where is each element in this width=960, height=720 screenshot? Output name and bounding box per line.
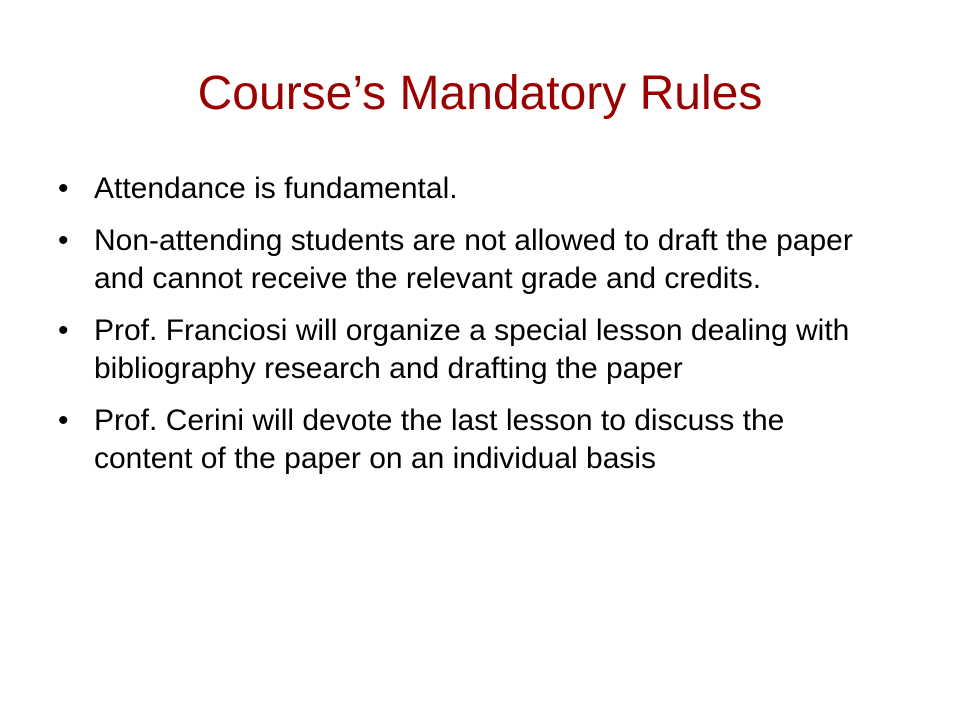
bullet-icon: • bbox=[58, 224, 69, 257]
slide-title: Course’s Mandatory Rules bbox=[197, 67, 763, 120]
bullet-text: Attendance is fundamental. bbox=[94, 172, 458, 205]
bullet-item-franciosi bbox=[58, 312, 878, 388]
bullet-icon: • bbox=[58, 314, 69, 347]
bullet-icon: • bbox=[58, 172, 69, 205]
bullet-item-attendance bbox=[58, 170, 878, 208]
bullet-text: Non-attending students are not allowed to draft the paper and cannot receive the relevant grade and credits. bbox=[94, 224, 853, 295]
bullet-icon: • bbox=[58, 404, 69, 437]
bullet-list bbox=[58, 170, 878, 492]
bullet-item-cerini bbox=[58, 402, 878, 478]
bullet-text: Prof. Cerini will devote the last lesson to discuss the content of the paper on an individual basis bbox=[94, 404, 785, 475]
bullet-text: Prof. Franciosi will organize a special lesson dealing with bibliography research and drafting the paper bbox=[94, 314, 850, 385]
bullet-item-non-attending bbox=[58, 222, 878, 298]
